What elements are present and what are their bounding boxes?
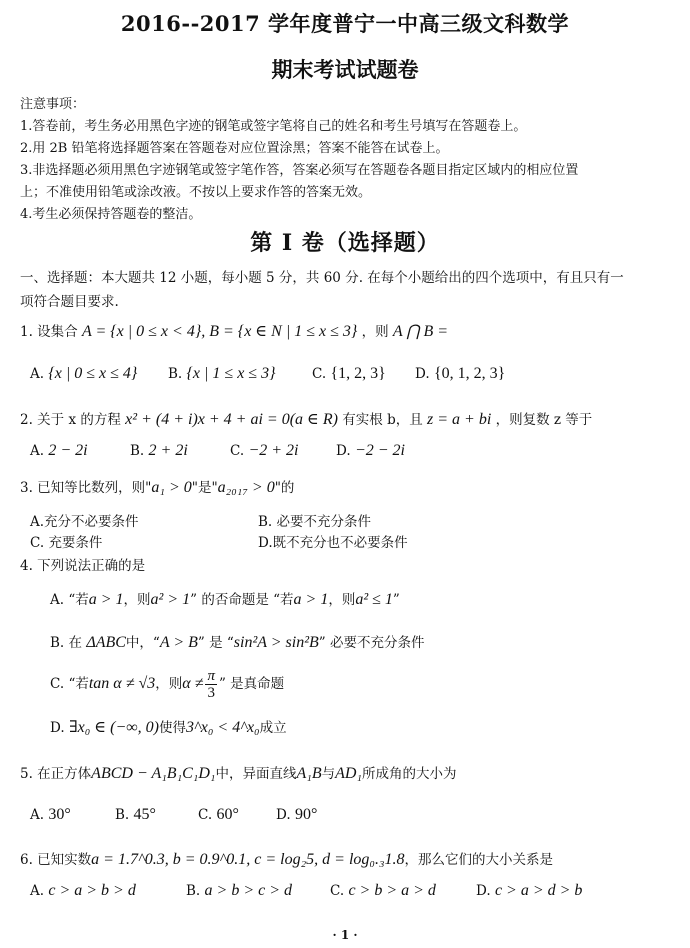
q2-z: z = a + bi xyxy=(427,411,492,428)
q5-option-b: B. 45° xyxy=(115,806,156,823)
q1-expr: A = {x | 0 ≤ x < 4}, B = {x ∈ N | 1 ≤ x ≤ 3} xyxy=(81,323,358,340)
q4-option-d: D. ∃x₀ ∈ (−∞, 0)使得3^x₀ < 4^x₀成立 xyxy=(50,719,287,736)
note-item: 上；不准使用铅笔或涂改液。不按以上要求作答的答案无效。 xyxy=(20,185,372,200)
q1-option-a: A. {x | 0 ≤ x ≤ 4} xyxy=(30,365,138,382)
note-item: 2.用 2B 铅笔将选择题答案在答题卷对应位置涂黑；答案不能答在试卷上。 xyxy=(20,141,449,156)
q1-option-b: B. {x | 1 ≤ x ≤ 3} xyxy=(168,365,276,382)
question-5: 5. 在正方体ABCD − A₁B₁C₁D₁中，异面直线A₁B与AD₁所成角的大小为 xyxy=(20,765,457,782)
question-4: 4. 下列说法正确的是 xyxy=(20,558,146,574)
q3-option-b: B. 必要不充分条件 xyxy=(258,514,372,530)
q2-option-c: C. −2 + 2i xyxy=(230,442,299,459)
page-number: · 1 · xyxy=(332,928,358,942)
question-3: 3. 已知等比数列，则"a₁ > 0"是"a₂₀₁₇ > 0"的 xyxy=(20,479,295,496)
q3-option-d: D.既不充分也不必要条件 xyxy=(258,535,408,551)
q6-option-c: C. c > b > a > d xyxy=(330,882,436,899)
q2-option-b: B. 2 + 2i xyxy=(130,442,188,459)
q2-option-a: A. 2 − 2i xyxy=(30,442,88,459)
q3-option-a: A.充分不必要条件 xyxy=(30,514,139,530)
q6-option-a: A. c > a > b > d xyxy=(30,882,136,899)
q5-option-c: C. 60° xyxy=(198,806,239,823)
instructions-line: 一、选择题：本大题共 12 小题，每小题 5 分，共 60 分. 在每个小题给出的四个选项中，有且只有一 xyxy=(20,270,624,286)
instructions-line: 项符合题目要求. xyxy=(20,294,119,310)
q4-option-a: A. “若a > 1，则a² > 1” 的否命题是 “若a > 1，则a² ≤ 1” xyxy=(50,591,400,608)
q6-option-b: B. a > b > c > d xyxy=(186,882,293,899)
notes-heading: 注意事项： xyxy=(20,97,86,112)
q3-cond1: a₁ > 0 xyxy=(151,479,192,496)
q2-option-d: D. −2 − 2i xyxy=(336,442,405,459)
q4-option-c: C. “若tan α ≠ √3，则α ≠ $\frac{\pi}{3}$ ” 是真命题 xyxy=(50,668,285,701)
exam-title: 2016--2017 学年度普宁一中高三级文科数学 xyxy=(120,11,570,36)
q2-equation: x² + (4 + i)x + 4 + ai = 0(a ∈ R) xyxy=(125,411,338,428)
question-6: 6. 已知实数a = 1.7^0.3, b = 0.9^0.1, c = log₂5, d = log₀.₃1.8，那么它们的大小关系是 xyxy=(20,851,554,868)
q6-expr: a = 1.7^0.3, b = 0.9^0.1, c = log₂5, d = log₀.₃1.8 xyxy=(91,851,405,868)
section-title: 第 I 卷（选择题） xyxy=(250,230,440,256)
exam-subtitle: 期末考试试题卷 xyxy=(271,57,419,82)
pi-over-3-fraction: $\frac{\pi}{3}$ xyxy=(207,668,215,701)
q5-option-a: A. 30° xyxy=(30,806,71,823)
question-2: 2. 关于 x 的方程 x² + (4 + i)x + 4 + ai = 0(a ∈ R) 有实根 b，且 z = a + bi ，则复数 z 等于 xyxy=(20,411,593,428)
q1-option-d: D. {0, 1, 2, 3} xyxy=(415,365,506,382)
q3-cond2: a₂₀₁₇ > 0 xyxy=(217,479,275,496)
q1-tail: ，则 xyxy=(361,324,389,340)
note-item: 4.考生必须保持答题卷的整洁。 xyxy=(20,207,202,222)
question-1 xyxy=(20,320,448,341)
note-item: 1.答卷前，考生务必用黑色字迹的钢笔或签字笔将自己的姓名和考生号填写在答题卷上。 xyxy=(20,119,527,134)
q5-option-d: D. 90° xyxy=(276,806,318,823)
note-item: 3.非选择题必须用黑色字迹钢笔或签字笔作答，答案必须写在答题卷各题目指定区域内的相应位置 xyxy=(20,163,579,178)
q3-option-c: C. 充要条件 xyxy=(30,535,103,551)
q6-option-d: D. c > a > d > b xyxy=(476,882,583,899)
q1-option-c: C. {1, 2, 3} xyxy=(312,365,386,382)
q1-ask: A ⋂ B = xyxy=(392,323,449,340)
q1-num: 1. 设集合 xyxy=(20,324,78,340)
q4-option-b: B. 在 ΔABC中，“A > B” 是 “sin²A > sin²B” 必要不充分条件 xyxy=(50,634,425,651)
